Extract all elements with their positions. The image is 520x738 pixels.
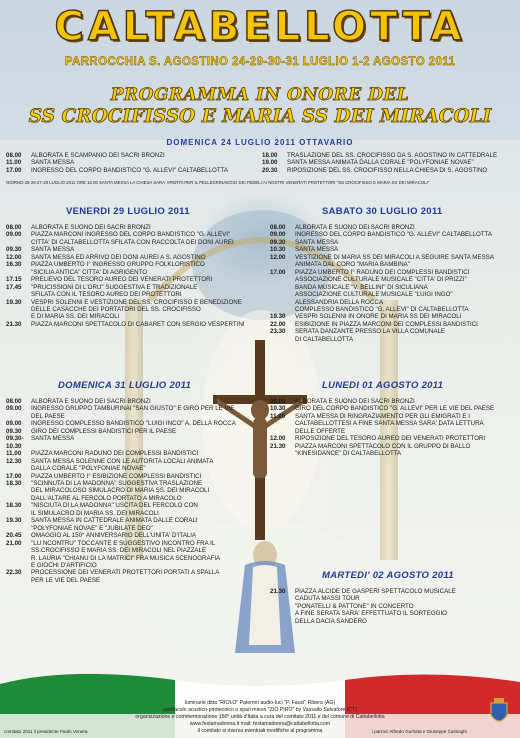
footer-line-5: il comitato si riserva eventuali modifiche al programma: [197, 728, 323, 734]
event-row: 08.00 ALBORATA E SUONO DEI SACRI BRONZI: [270, 224, 415, 231]
event-row: 22.00 ESIBIZIONE IN PIAZZA MARCONI DEI COMPLESSI BANDISTICI: [270, 320, 478, 328]
sunday24-right-list: [262, 152, 518, 174]
event-row: 19.30 VESPRI SOLENNI IN ONORE DI MARIA SS DEI MIRACOLI: [270, 313, 462, 321]
event-row: A FINE SERATA SARA' EFFETTUATO IL SORTEGGIO: [295, 610, 447, 618]
event-row: ALESSANDRIA DELLA ROCCA: [295, 298, 384, 306]
event-row: E GIOCHI D'ARTIFICIO: [31, 561, 97, 569]
event-row: 20.30 RIPOSIZIONE DEL SS. CROCIFISSO NELLA CHIESA DI S. AGOSTINO: [262, 166, 488, 174]
event-row: 18.00 TRASLAZIONE DEL SS. CROCIFISSO DA S. AGOSTINO IN CATTEDRALE: [262, 152, 498, 159]
event-row: DALLA CORALE "POLYFONIAE NOVAE": [31, 465, 146, 473]
event-row: ASSOCIAZIONE CULTURALE MUSICALE "CITTA' DI PRIZZI": [295, 276, 467, 284]
event-row: 09.00 INGRESSO DEL CORPO BANDISTICO "G. ALLEVI" CALTABELLOTTA: [270, 231, 493, 239]
event-row: DELLE CASACCHE DEI PORTATORI DEL SS. CROCIFISSO: [31, 305, 201, 313]
event-row: DELLA DACIA SANDERO: [295, 617, 367, 625]
day-header-sunday-24: DOMENICA 24 LUGLIO 2011 OTTAVARIO: [166, 138, 354, 147]
event-row: 09.00 INGRESSO GRUPPO TAMBURINAI "SAN GIUSTO" E GIRO PER LE VIE: [6, 405, 235, 413]
event-row: 09.30 SANTA MESSA: [270, 238, 339, 246]
event-row: 22.30 PROCESSIONE DEI VENERATI PROTETTORI PORTATI A SPALLA: [6, 569, 220, 577]
event-row: 17.00 PIAZZA UMBERTO I° ESIBIZIONE COMPLESSI BANDISTICI: [6, 472, 202, 480]
parish-dates: PARROCCHIA S. AGOSTINO 24-29-30-31 LUGLIO 1-2 AGOSTO 2011: [64, 56, 456, 68]
martedi02-list: [270, 588, 518, 625]
event-row: 09.30 GIRO DEI COMPLESSI BANDISTICI PER IL PAESE: [6, 427, 177, 435]
event-row: 17.45 "PRUCISSIONI DI L'ORU" SUGGESTIVA E TRADIZIONALE: [6, 283, 198, 291]
event-row: 17.15 PRELIEVO DEL TESORO AUREO DEI VENERATI PROTETTORI: [6, 276, 213, 284]
event-row: 10.30 GIRO DEL CORPO BANDISTICO "G. ALLEVI" PER LE VIE DEL PAESE: [270, 405, 495, 413]
event-row: 12.00 RIPOSIZIONE DEL TESORO AUREO DEI VENERATI PROTETTORI: [270, 435, 486, 443]
event-row: "PONATELLI & PATTONE" IN CONCERTO: [295, 602, 414, 610]
day-header-venerdi-29: VENERDI 29 LUGLIO 2011: [66, 206, 190, 217]
event-row: ASSOCIAZIONE CULTURALE MUSICALE "LUIGI INGO": [295, 291, 453, 299]
domenica31-list: [6, 398, 261, 584]
event-row: 17.00 INGRESSO DEL CORPO BANDISTICO "G. ALLEVI" CALTABELLOTTA: [6, 166, 229, 174]
event-row: 12.00 SANTA MESSA ED ARRIVO DEI DONI AUREI A S. AGOSTINO: [6, 253, 206, 261]
event-row: SFILATA CON IL TESORO AUREO DEI PROTETTORI: [31, 291, 182, 299]
day-header-lunedi-01: LUNEDI 01 AGOSTO 2011: [322, 380, 444, 391]
event-row: 08.00 ALBORATA E SUONO DEI SACRI BRONZI: [6, 224, 151, 231]
footer-line-2: spettacolo acustico-pirotecnico e spari minori "ZIO PIRO" by Vassallo Salvatore (CT): [162, 707, 358, 713]
event-row: E DI MARIA SS. DEI MIRACOLI: [31, 313, 120, 321]
event-row: SS.CROCIFISSO E MARIA SS. DEI MIRACOLI NEL PIAZZALE: [31, 547, 207, 555]
day-header-martedi-02: MARTEDI' 02 AGOSTO 2011: [322, 570, 454, 581]
event-row: 19.30 VESPRI SOLENNI E VESTIZIONE DEL SS. CROCIFISSO E BENEDIZIONE: [6, 298, 242, 306]
footer-committee-left: comitato 2011 il presidente Paolo Venera: [4, 729, 88, 734]
event-row: CITTA' DI CALTABELLOTTA SFILATA CON RACCOLTA DEI DONI AUREI: [31, 238, 234, 246]
program-title-line2: SS CROCIFISSO E MARIA SS DEI MIRACOLI: [28, 106, 492, 127]
event-row: 11.00 SANTA MESSA: [6, 159, 75, 167]
event-row: 20.45 OMAGGIO AL 150° ANNIVERSARIO DELL'UNITA' D'ITALIA: [6, 532, 197, 540]
event-row: 18.30 "NISCIUTA DI LA MADONNA" USCITA DEL FERCOLO CON: [6, 502, 198, 510]
event-row: 23.30 SERATA DANZANTE PRESSO LA VILLA COMUNALE: [270, 328, 446, 336]
sunday24-left-list: [6, 152, 261, 174]
event-row: CADUTA MASSI TOUR: [295, 595, 360, 603]
program-title-line1: PROGRAMMA IN ONORE DEL: [110, 85, 410, 105]
event-row: "SICILIA ANTICA" CITTA' DI AGRIGENTO: [31, 268, 148, 276]
footer-line-1: luminarie ditta "RIOLO" Palermo audio-luci "P. Fauci" Ribera (AG): [184, 700, 336, 706]
event-row: 11.00 PIAZZA MARCONI RADUNO DEI COMPLESSI BANDISTICI: [6, 450, 199, 458]
event-row: 11.00 SANTA MESSA DI RINGRAZIAMENTO PER GLI EMIGRATI E I: [270, 412, 470, 420]
event-row: DEL PAESE: [31, 412, 65, 420]
event-row: ANIMATA DAL CORO "MARIA BAMBINA": [295, 261, 410, 269]
event-row: 09.00 PIAZZA MARCONI INGRESSO DEL CORPO BANDISTICO "G. ALLEVI": [6, 231, 231, 239]
event-row: 21.30 PIAZZA ALCIDE DE GASPERI SPETTACOLO MUSICALE: [270, 588, 456, 595]
event-row: 09.30-10.30 SANTA MESSA: [6, 435, 75, 450]
event-row: 12.30 SANTA MESSA SOLENNE CON LE AUTORITA LOCALI ANIMATA: [6, 457, 214, 465]
event-row: R. LAURIA "CHIANU DI LA MATRICI" FRA MUSICA SCENOGRAFIA: [31, 554, 221, 562]
event-row: 21.30 PIAZZA MARCONI SPETTACOLO CON IL GRUPPO DI BALLO: [270, 442, 471, 450]
event-row: BANDA MUSICALE "V. BELLINI" DI SICULIANA: [295, 283, 428, 291]
event-row: 10.30 SANTA MESSA: [270, 246, 339, 254]
event-row: 09.30 SANTA MESSA: [6, 246, 75, 254]
footer-line-4: www.festamadonna.it mail: festamadonna@caltabellotta.com: [189, 721, 331, 727]
event-row: DALL'ALTARE AL FERCOLO PORTATO A MIRACOLO: [31, 494, 182, 502]
event-row: IL SIMULACRO DI MARIA SS. DEI MIRACOLI: [31, 509, 159, 517]
event-row: DI CALTABELLOTTA: [295, 335, 354, 343]
lunedi01-list: [270, 398, 518, 458]
event-row: 08.00 ALBORATA E SCAMPANIO DEI SACRI BRONZI: [6, 152, 165, 159]
event-row: 12.00 VESTIZIONE DI MARIA SS DEI MIRACOLI A SEGUIRE SANTA MESSA: [270, 253, 494, 261]
event-row: COMPLESSO BANDISTICO "G. ALLEVI" DI CALTABELLOTTA: [295, 305, 469, 313]
event-row: 17.00 PIAZZA UMBERTO I° RADUNO DEI COMPLESSI BANDISTICI: [270, 268, 470, 276]
event-row: 18.30 "SCINNUTA DI LA MADONNA" SUGGESTIVA TRASLAZIONE: [6, 479, 203, 487]
sabato30-list: [270, 224, 518, 343]
event-row: 16.30 PIAZZA UMBERTO I° INGRESSO GRUPPO FOLKLORISTICO: [6, 261, 205, 269]
footer-committee-right: i parroci Alfredo Gurlotta e Giuseppe Casiraghi: [372, 729, 467, 734]
event-row: CALTABELLOTTESI A FINE SANTA MESSA SARA' DATA LETTURA: [295, 420, 484, 428]
day-header-domenica-31: DOMENICA 31 LUGLIO 2011: [58, 380, 192, 391]
event-row: 19.00 SANTA MESSA ANIMATA DALLA CORALE "POLYFONIAE NOVAE": [262, 159, 474, 167]
event-row: 21.00 "LU NCONTRU" TOCCANTE E SUGGESTIVO INCONTRO FRA IL: [6, 539, 216, 547]
event-row: PER LE VIE DEL PAESE: [31, 576, 101, 584]
event-row: 08.00 ALBORATA E SUONO DEI SACRI BRONZI: [6, 398, 151, 405]
sunday24-note: GIORNO 25-26-27-28 LUGLIO 2011 ORE 10.00 SANTA MESSA LA CHIESA SARA' APERTA PER IL PELLEGRINAGGIO DEI FEDELI AI NOSTRI VENERATI PROTETTORI "SS CROCIFISSO E MARIA SS DEI MIRACOLI": [6, 180, 430, 185]
day-header-sabato-30: SABATO 30 LUGLIO 2011: [322, 206, 443, 217]
event-row: DEL MIRACOLOSO SIMULACRO DI MARIA SS. DEI MIRACOLI: [31, 487, 210, 495]
venerdi29-list: [6, 224, 256, 328]
event-row: "POLYFONIAE NOVAE" E "JUBILATE DEO": [31, 524, 153, 532]
town-title: CALTABELLOTTA: [54, 4, 466, 50]
footer-line-3: organizzazione e commemorazione 150° unità d'Italia a cura del comitato 2011 e del comune di Caltabellotta: [135, 714, 385, 720]
event-row: 19.30 SANTA MESSA IN CATTEDRALE ANIMATA DALLE CORALI: [6, 517, 198, 525]
event-row: 21.30 PIAZZA MARCONI SPETTACOLO DI CABARET CON SERGIO VESPERTINI: [6, 320, 245, 328]
event-row: 08.00 ALBORATA E SUONO DEI SACRI BRONZI: [270, 398, 415, 405]
event-row: "KINESIDANCE" DI CALTABELLOTTA: [295, 450, 402, 458]
event-row: DELLE OFFERTE: [295, 427, 346, 435]
event-row: 09.00 INGRESSO COMPLESSO BANDISTICO "LUIGI INCO" A. DELLA ROCCA: [6, 420, 236, 428]
